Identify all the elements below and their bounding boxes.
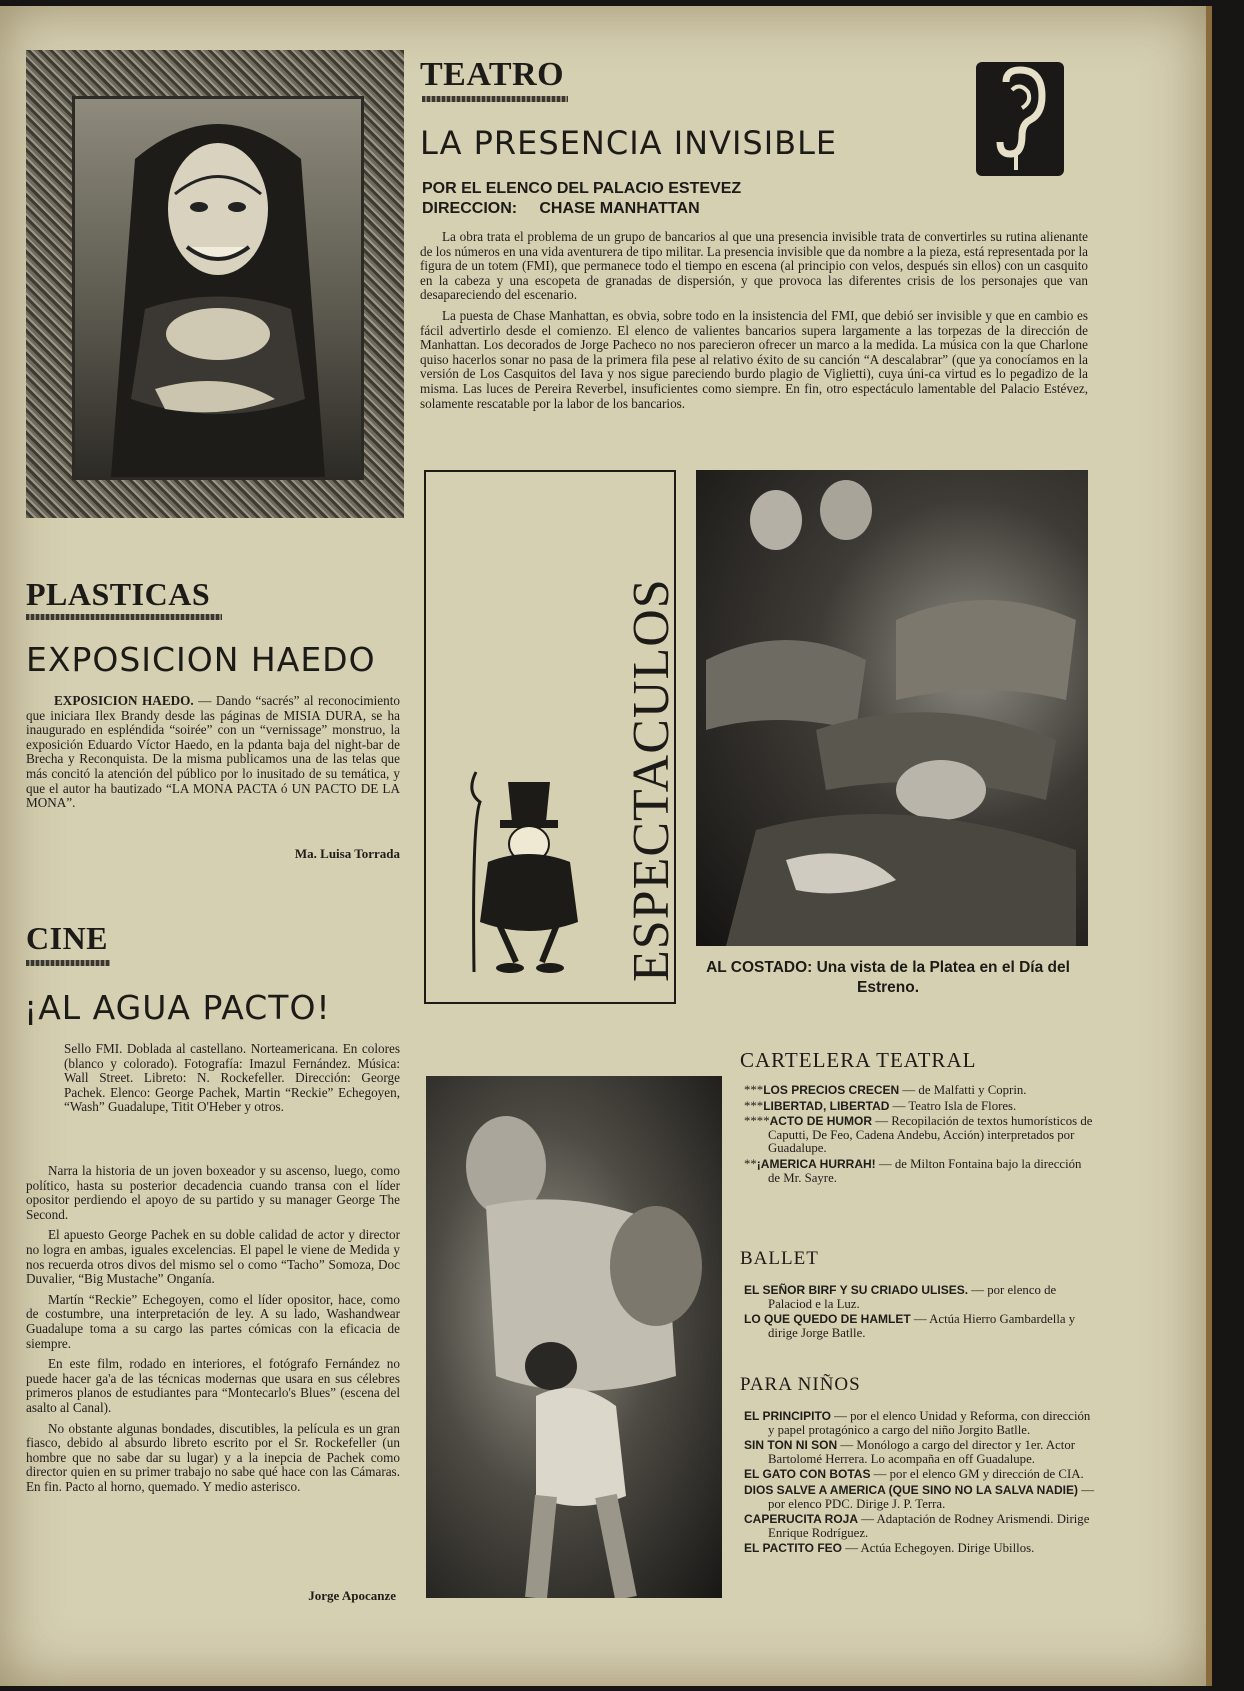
plasticas-section-heading: PLASTICAS (26, 576, 211, 612)
cartelera-desc: — de Milton Fontaina bajo la dirección de Mr. Sayre. (768, 1156, 1082, 1185)
cine-body (26, 1164, 400, 1500)
ninos-title: EL GATO CON BOTAS (744, 1467, 871, 1482)
ninos-heading: PARA NIÑOS (740, 1374, 861, 1395)
teatro-paragraph: La puesta de Chase Manhattan, es obvia, sobre todo en la insistencia del FMI, que debió ser invisible y que en cambio es fácil advertirlo desde el comienzo. El elenco de valientes bancarios supera largamente a las torpezas de la dirección de Manhattan. Los decorados de Jorge Pacheco no nos parecieron ofrecer un marco a la medida. La música con la que Charlone quiso hacerlos sonar no pasa de la primera fila pese al relativo éxito de su canción “A descalabrar” (que ya conocíamos en la versión de Los Casquitos del Iava y nos sigue pareciendo burdo plagio de Viglietti), cuya úni-ca virtud es lo pegadizo de la misma. Las luces de Pereira Reverbel, insuficientes como siempre. En fin, otro espectáculo lamentable del Palacio Estévez, solamente rescatable por la labor de los bancarios. (420, 307, 1088, 411)
jester-figure-icon (446, 762, 596, 982)
ninos-title: EL PACTITO FEO (744, 1541, 843, 1556)
cartelera-list (744, 1084, 1094, 1187)
espectaculos-vertical-label: ESPECTACULOS (623, 578, 680, 982)
cine-title: ¡AL AGUA PACTO! (24, 988, 331, 1027)
cine-paragraph: En este film, rodado en interiores, el fotógrafo Fernández no puede hacer ga'a de las técnicas modernas que usara en sus célebres primeros planos de estudiantes para “Montecarlo's Blues” (escena del asalto al Canal). (26, 1356, 400, 1415)
ballet-title: EL SEÑOR BIRF Y SU CRIADO ULISES. (744, 1283, 969, 1297)
cartelera-title: ¡AMERICA HURRAH! (756, 1156, 876, 1171)
list-item (744, 1439, 1094, 1466)
plasticas-paragraph (26, 694, 400, 811)
list-item (744, 1410, 1094, 1437)
teatro-body (420, 230, 1088, 417)
plasticas-text: — Dando “sacrés” al reconocimiento que iniciara Ilex Brandy desde las páginas de MISIA DURA, se ha inaugurado en espléndida “soirée” con un “vernissage” monstruo, la exposición Eduardo Víctor Haedo, en la pdanta baja del night-bar de Brecha y Reconquista. De la misma publicamos una de las telas que más concitó la atención del público por lo inusitado de su temática, y que el autor ha bautizado “LA MONA PACTA ó UN PACTO DE LA MONA”. (26, 693, 400, 811)
cartelera-desc: — Teatro Isla de Flores. (889, 1098, 1017, 1113)
list-item (744, 1468, 1094, 1482)
mona-lisa-caricature-icon (75, 99, 361, 477)
cartelera-title: LOS PRECIOS CRECEN (763, 1083, 900, 1097)
teatro-rule (422, 96, 568, 102)
cine-paragraph: Martín “Reckie” Echegoyen, como el líder opositor, hace, como de costumbre, una interpretación de ley. A su lado, Washandwear Guadalupe toma a su cargo las partes cómicas con la eficacia de siempre. (26, 1291, 400, 1351)
plasticas-author: Ma. Luisa Torrada (294, 846, 400, 861)
ninos-desc: — Adaptación de Rodney Arismendi. Dirige Enrique Rodríguez. (768, 1512, 1090, 1540)
ballet-heading: BALLET (740, 1248, 819, 1269)
cartelera-stars: *** (744, 1098, 764, 1113)
plasticas-lead: EXPOSICION HAEDO. (54, 693, 194, 708)
ballet-list (744, 1284, 1094, 1342)
photo-caption: AL COSTADO: Una vista de la Platea en el Día del Estreno. (706, 959, 1070, 996)
teatro-title: LA PRESENCIA INVISIBLE (420, 124, 838, 162)
cine-paragraph: No obstante algunas bondades, discutibles, la película es un gran fiasco, debido al absurdo libreto escrito por el Sr. Rockefeller (un hombre que no sabe dar su lugar) y a la inepcia de Pachek como director quien en su primer trabajo no sabe qué hace con las Cámaras. En fin. Pacto al horno, quemado. Y medio asterisco. (26, 1420, 400, 1494)
plasticas-title: EXPOSICION HAEDO (26, 640, 376, 679)
ear-icon (976, 62, 1064, 176)
cine-credits-text: Sello FMI. Doblada al castellano. Norteamericana. En colores (blanco y colorado). Fotografía: Imazul Fernández. Música: Wall Street. Libreto: N. Rockefeller. Dirección: George Pachek. Elenco: George Pachek, Martin “Reckie” Echegoyen, “Wash” Guadalupe, Titit O'Heber y otros. (64, 1041, 400, 1115)
cartelera-title: ACTO DE HUMOR (769, 1114, 873, 1129)
ninos-title: DIOS SALVE A AMERICA (QUE SINO NO LA SALVA NADIE) (744, 1482, 1079, 1497)
cine-section-heading: CINE (26, 920, 109, 956)
ninos-desc: — por elenco PDC. Dirige J. P. Terra. (768, 1482, 1095, 1511)
cine-paragraph: Narra la historia de un joven boxeador y su ascenso, luego, como político, hasta su posterior decadencia cuando transa con el líder opositor perdiendo el apoyo de su partido y su manager George The Second. (26, 1163, 400, 1222)
magazine-page (0, 6, 1212, 1686)
list-item (744, 1284, 1094, 1311)
cartelera-desc: — de Malfatti y Coprin. (899, 1083, 1027, 1097)
ballet-desc: — Actúa Hierro Gambardella y dirige Jorge Batlle. (768, 1312, 1076, 1340)
painting-canvas (72, 96, 364, 480)
teatro-credit-2: DIRECCION: CHASE MANHATTAN (422, 200, 700, 217)
cine-author: Jorge Apocanze (308, 1588, 396, 1603)
cine-paragraph: El apuesto George Pachek en su doble calidad de actor y director no logra en ambas, iguales excelencias. El papel le viene de Medida y nos recuerda otros divos del mismo sel o como “Tacho” Somoza, Doc Duvalier, “Big Mustache” Onganía. (26, 1227, 400, 1287)
ninos-title: EL PRINCIPITO (744, 1409, 831, 1423)
cartelera-title: LIBERTAD, LIBERTAD (763, 1098, 890, 1113)
cine-credits (64, 1042, 400, 1121)
list-item (744, 1158, 1094, 1185)
list-item (744, 1513, 1094, 1540)
teatro-credit-1: POR EL ELENCO DEL PALACIO ESTEVEZ (422, 180, 742, 197)
ballet-desc: — por elenco de Palaciod e la Luz. (768, 1283, 1057, 1311)
cine-rule (26, 960, 110, 966)
ninos-desc: — Actúa Echegoyen. Dirige Ubillos. (842, 1541, 1035, 1556)
teatro-section-heading: TEATRO (420, 56, 565, 93)
ninos-desc: — por el elenco GM y dirección de CIA. (870, 1467, 1084, 1482)
ballet-title: LO QUE QUEDO DE HAMLET (744, 1312, 911, 1327)
ninos-list (744, 1410, 1094, 1558)
cartelera-heading: CARTELERA TEATRAL (740, 1048, 977, 1072)
teatro-paragraph: La obra trata el problema de un grupo de bancarios al que una presencia invisible trata de convertirles su rutina alienante de los números en una vida aventurera de tipo militar. La presencia invisible que da nombre a la pieza, está representada por la figura de un totem (FMI), que permanece todo el tiempo en escena (al principio con velos, después sin ellos) con un casquito en la cabeza y una escopeta de granadas de dispersión, y que provoca las diferentes crisis de los personajes que van desapareciendo del escenario. (420, 229, 1088, 303)
ninos-desc: — por el elenco Unidad y Reforma, con dirección y papel protagónico a cargo del niño Jorgito Batlle. (768, 1409, 1091, 1437)
plasticas-rule (26, 614, 222, 620)
boxer-photo (426, 1076, 722, 1598)
cartelera-stars: ** (744, 1156, 757, 1171)
list-item (744, 1115, 1094, 1156)
list-item (744, 1313, 1094, 1340)
espectaculos-box (424, 470, 680, 1004)
list-item (744, 1100, 1094, 1114)
ninos-title: SIN TON NI SON (744, 1438, 838, 1453)
cartelera-stars: *** (744, 1083, 764, 1097)
plasticas-body (26, 694, 400, 817)
list-item (744, 1084, 1094, 1098)
list-item (744, 1484, 1094, 1511)
cartelera-stars: **** (744, 1114, 770, 1129)
painting-frame (26, 50, 404, 518)
ninos-desc: — Monólogo a cargo del director y 1er. Actor Bartolomé Herrera. Lo acompaña en off Guadalupe. (768, 1438, 1075, 1466)
list-item (744, 1542, 1094, 1556)
cartelera-desc: — Recopilación de textos humorísticos de Caputti, De Feo, Cadena Andebu, Acción) interpretados por Guadalupe. (768, 1114, 1093, 1156)
audience-photo (696, 470, 1088, 946)
ninos-title: CAPERUCITA ROJA (744, 1512, 859, 1527)
